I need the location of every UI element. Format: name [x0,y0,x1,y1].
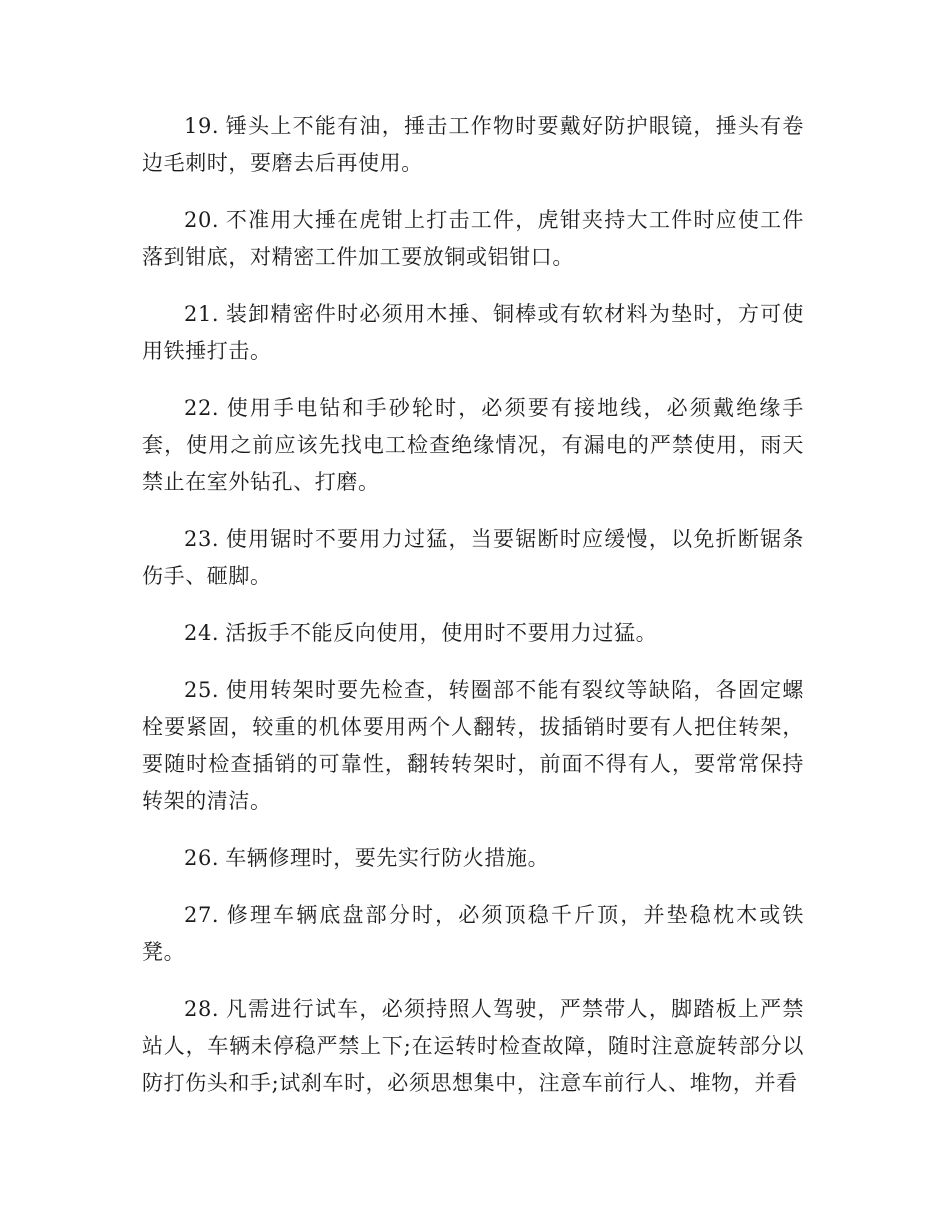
rule-number: 20. [184,208,220,232]
safety-rule-25 [142,672,804,820]
rule-text: 装卸精密件时必须用木捶、铜棒或有软材料为垫时，方可使用铁捶打击。 [142,302,804,363]
rule-text: 使用锯时不要用力过猛，当要锯断时应缓慢，以免折断锯条伤手、砸脚。 [142,527,804,588]
rule-number: 23. [184,527,220,551]
rule-number: 21. [184,302,220,326]
rule-text: 活扳手不能反向使用，使用时不要用力过猛。 [225,621,658,645]
rule-text: 使用转架时要先检查，转圈部不能有裂纹等缺陷，各固定螺栓要紧固，较重的机体要用两个人翻转，拔插销时要有人把住转架，要随时检查插销的可靠性，翻转转架时，前面不得有人，要常常保持转架的清洁。 [142,678,804,813]
rule-text: 车辆修理时，要先实行防火措施。 [225,846,550,870]
rule-text: 锤头上不能有油，捶击工作物时要戴好防护眼镜，捶头有卷边毛刺时，要磨去后再使用。 [142,114,804,175]
safety-rule-26 [142,840,804,877]
rule-number: 25. [184,678,220,702]
safety-rule-24 [142,615,804,652]
safety-rule-20 [142,202,804,276]
rule-number: 27. [184,903,220,927]
rule-text: 修理车辆底盘部分时，必须顶稳千斤顶，并垫稳枕木或铁凳。 [142,903,804,964]
safety-rule-19 [142,108,804,182]
rule-number: 28. [184,997,220,1021]
rule-number: 22. [184,396,220,420]
rule-number: 26. [184,846,220,870]
rule-number: 24. [184,621,220,645]
safety-rule-21 [142,296,804,370]
document-body [142,108,804,1122]
safety-rule-22 [142,390,804,501]
rule-number: 19. [184,114,220,138]
rule-text: 使用手电钻和手砂轮时，必须要有接地线，必须戴绝缘手套，使用之前应该先找电工检查绝缘情况，有漏电的严禁使用，雨天禁止在室外钻孔、打磨。 [142,396,804,494]
safety-rule-28 [142,991,804,1102]
rule-text: 不准用大捶在虎钳上打击工件，虎钳夹持大工件时应使工件落到钳底，对精密工件加工要放铜或铝钳口。 [142,208,804,269]
safety-rule-23 [142,521,804,595]
rule-text: 凡需进行试车，必须持照人驾驶，严禁带人，脚踏板上严禁站人，车辆未停稳严禁上下;在运转时检查故障，随时注意旋转部分以防打伤头和手;试刹车时，必须思想集中，注意车前行人、堆物，并看 [142,997,804,1095]
safety-rule-27 [142,897,804,971]
